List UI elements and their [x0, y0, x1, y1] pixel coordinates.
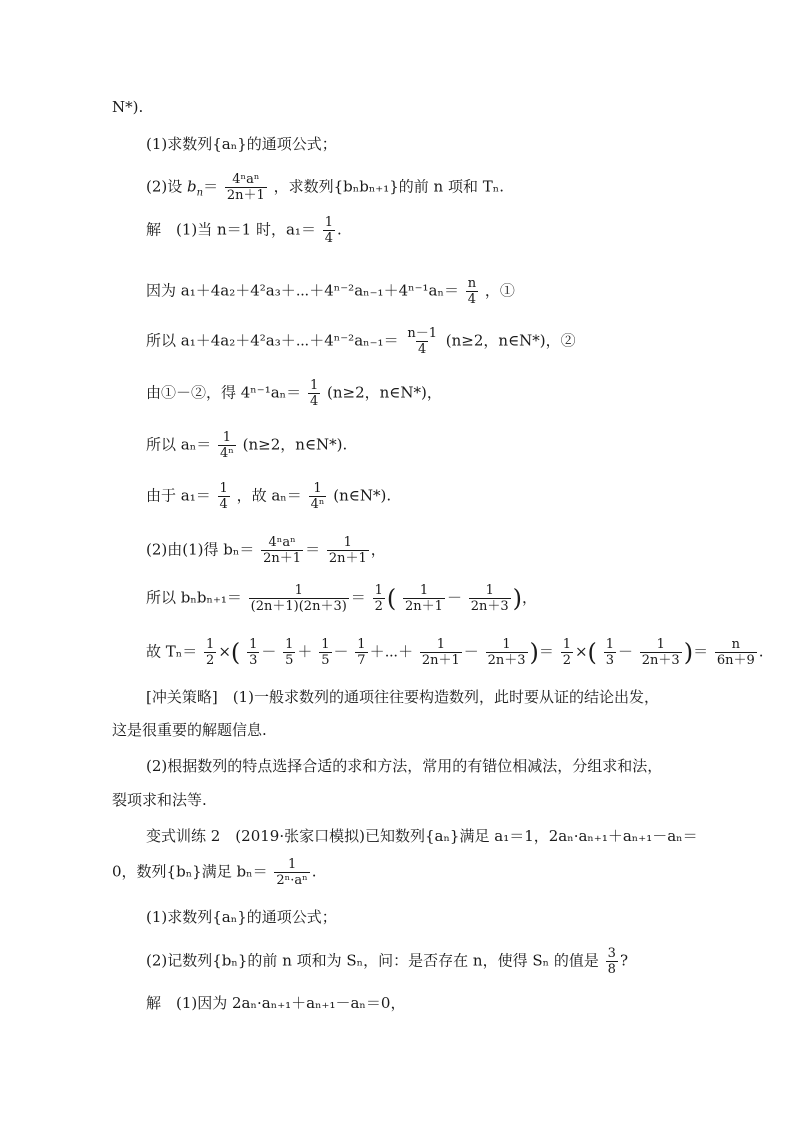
equation-bn: (2)由(1)得 bₙ＝ $\frac{\text{4ⁿaⁿ}}{2n+1}$ ＝ $\frac{1}{2n+1}$ ，	[146, 535, 386, 566]
equation-2: 所以 a₁＋4a₂＋4²a₃＋⋯＋4ⁿ⁻²aₙ₋₁＝ $\frac{n-1}{4}$ (n≥2，n∈N*)，②	[146, 326, 576, 357]
fraction: $\frac{3}{8}$	[607, 946, 616, 977]
equation-1: 因为 a₁＋4a₂＋4²a₃＋⋯＋4ⁿ⁻²aₙ₋₁＋4ⁿ⁻¹aₙ＝ $\frac{n}{4}$ ，①	[146, 276, 515, 307]
fraction: $\frac{1}{2}$	[374, 583, 383, 614]
fraction: $\frac{n}{4}$	[467, 276, 477, 307]
line-continued: N*).	[112, 98, 144, 116]
fraction: $\frac{\text{4ⁿaⁿ}}{2n+1}$	[226, 172, 265, 203]
fraction: $\frac{\text{4ⁿaⁿ}}{2n+1}$	[263, 535, 302, 566]
fraction: $\frac{n-1}{4}$	[407, 326, 438, 357]
strategy-line-4: 裂项求和法等.	[112, 791, 207, 809]
fraction: $\frac{1}{2n+1}$	[328, 535, 367, 566]
strategy-line-3: (2)根据数列的特点选择合适的求和方法，常用的有错位相减法，分组求和法，	[146, 757, 663, 775]
problem-part-2: (2)设 $b_n=$ $\frac{\text{4ⁿaⁿ}}{2n+1}$ ，求数列{bₙbₙ₊₁}的前 n 项和 Tₙ.	[146, 172, 505, 203]
variant-part-1: (1)求数列{aₙ}的通项公式；	[146, 908, 337, 926]
fraction: $\frac{1}{4}$	[324, 215, 334, 246]
fraction: $\frac{1}{2n+1}$	[405, 583, 443, 614]
variant-bn-def: 0，数列{bₙ}满足 bₙ＝ $\frac{1}{\text{2ⁿ·aⁿ}}$ .	[112, 857, 317, 888]
solution-1-start: 解 (1)当 n＝1 时，a₁＝ $\frac{1}{4}$ .	[146, 215, 342, 246]
equation-general: 由于 a₁＝ $\frac{1}{4}$ ，故 aₙ＝ $\frac{1}{\text{4ⁿ}}$ (n∈N*).	[146, 481, 392, 512]
equation-subtract: 由①－②，得 4ⁿ⁻¹aₙ＝ $\frac{1}{4}$ (n≥2，n∈N*)，	[146, 378, 442, 409]
fraction: $\frac{1}{4}$	[309, 378, 319, 409]
fraction: $\frac{1}{\text{4ⁿ}}$	[310, 481, 325, 512]
variant-solution-start: 解 (1)因为 2aₙ·aₙ₊₁＋aₙ₊₁－aₙ＝0，	[146, 994, 406, 1012]
equation-bnbn1: 所以 bₙbₙ₊₁＝ $\frac{1}{(2n+1)(2n+3)}$ ＝ $\frac{1}{2}$ ( $\frac{1}{2n+1}$ － $\frac{1}{2n+3}$ )，	[146, 583, 538, 614]
equation-an: 所以 aₙ＝ $\frac{1}{\text{4ⁿ}}$ (n≥2，n∈N*).	[146, 430, 348, 461]
equation-tn: 故 Tₙ＝ $\frac{1}{2}$ ×( $\frac{1}{3}$ － $\frac{1}{5}$ ＋ $\frac{1}{5}$ － $\frac{1}{7}$ ＋⋯＋ $\frac{1}{2n+1}$ － $\frac{1}{2n+3}$ )＝ $\frac{1}{2}$ ×( $\frac{1}{3}$ － $\frac{1}{2n+3}$ )＝ $\frac{n}{6n+9}$ .	[146, 637, 764, 668]
fraction: $\frac{1}{(2n+1)(2n+3)}$	[250, 583, 347, 614]
strategy-line-2: 这是很重要的解题信息.	[112, 721, 267, 739]
problem-part-1: (1)求数列{aₙ}的通项公式；	[146, 135, 337, 153]
strategy-line-1: [冲关策略] (1)一般求数列的通项往往要构造数列，此时要从证的结论出发，	[146, 688, 659, 706]
fraction: $\frac{1}{2n+3}$	[470, 583, 509, 614]
fraction: $\frac{1}{\text{4ⁿ}}$	[219, 430, 234, 461]
fraction: $\frac{1}{\text{2ⁿ·aⁿ}}$	[276, 857, 308, 888]
fraction: $\frac{1}{4}$	[219, 481, 228, 512]
variant-training-header: 变式训练 2 (2019·张家口模拟)已知数列{aₙ}满足 a₁＝1，2aₙ·aₙ₊₁＋aₙ₊₁－aₙ＝	[146, 827, 698, 845]
variant-part-2: (2)记数列{bₙ}的前 n 项和为 Sₙ，问：是否存在 n，使得 Sₙ 的值是 $\frac{3}{8}$ ?	[146, 946, 628, 977]
